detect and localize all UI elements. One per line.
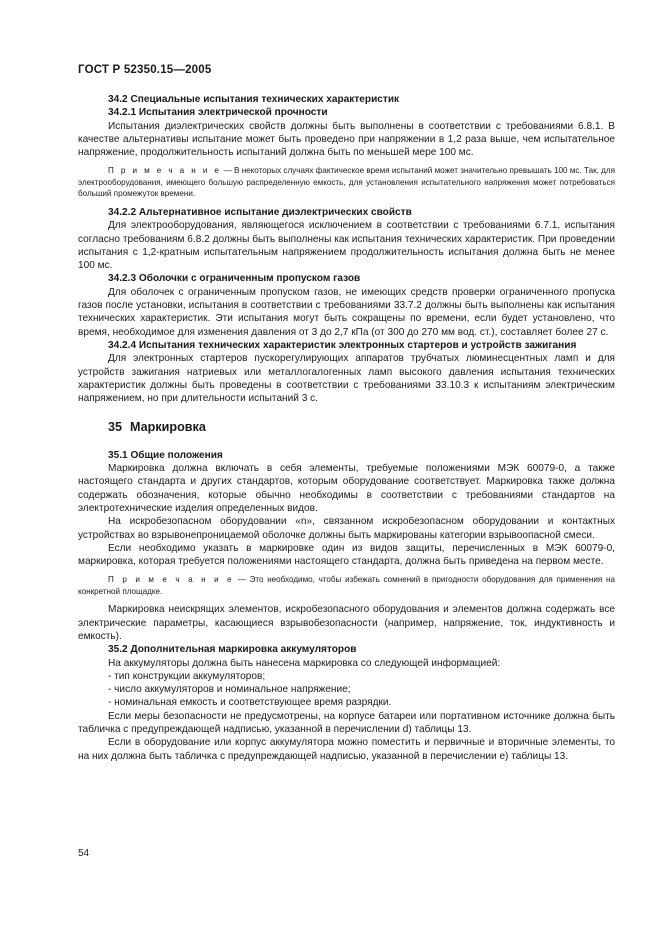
- section-34-2-3-heading: 34.2.3 Оболочки с ограниченным пропуском газов: [108, 273, 361, 285]
- section-35-2-para-2: Если в оборудование или корпус аккумулятора можно поместить и первичные и вторичные элементы, то на них должна быть табличка с предупреждающей надписью, указанной в перечислении е) таблицы 13.: [78, 737, 615, 762]
- note-text: — Это необходимо, чтобы избежать сомнений в пригодности оборудования для применения на конкретной площадке.: [78, 575, 615, 596]
- section-34-2-2-heading: 34.2.2 Альтернативное испытание диэлектрических свойств: [108, 206, 412, 218]
- section-34-2-3-text: Для оболочек с ограниченным пропуском газов, не имеющих средств проверки ограниченного пропуска газов после установки, испытания в соответствии с требованиями 33.7.2 должны быть выполнены как испытания технических характеристик. Эти испытания могут быть сокращены по времени, если будет установлено, что время, необходимое для изменения давления от 3 до 2,7 кПа (от 300 до 270 мм вод. ст.), составляет более 27 с.: [78, 286, 615, 338]
- list-item: - номинальная емкость и соответствующее время разрядки.: [108, 697, 392, 709]
- section-35-2-para-1: Если меры безопасности не предусмотрены, на корпусе батареи или портативном источнике должна быть табличка с предупреждающей надписью, указанной в перечислении d) таблицы 13.: [78, 710, 615, 736]
- note-35-1: [78, 574, 615, 597]
- section-35-1-para-2: На искробезопасном оборудовании «n», связанном искробезопасном оборудовании и контактных устройствах во взрывонепроницаемой оболочке должны быть маркированы категории взрывоопасной смеси.: [78, 516, 615, 541]
- page-body: [78, 93, 615, 763]
- section-35-title: [78, 421, 615, 434]
- section-34-2-4-heading: 34.2.4 Испытания технических характеристик электронных стартеров и устройств зажигания: [108, 339, 577, 351]
- section-34-2-2-text: Для электрооборудования, являющегося исключением в соответствии с требованиями 6.7.1, испытания согласно требованиям 6.8.2 должны быть выполнены как испытания технических характеристик. При проведении испытания с 1,2-кратным испытательным напряжением продолжительность испытания должна быть не менее 100 мс.: [78, 220, 615, 272]
- list-item: - тип конструкции аккумуляторов;: [108, 670, 266, 682]
- section-34-2-4-text: Для электронных стартеров пускорегулирующих аппаратов трубчатых люминесцентных ламп и для устройств зажигания натриевых или металлогалогенных ламп высокого давления испытания технических характеристик должны быть проведены в соответствии с требованиями 33.10.3 к испытаниям электрическим напряжением, но при длительности испытаний 3 с.: [78, 353, 615, 405]
- section-34-2-heading: 34.2 Специальные испытания технических характеристик: [108, 94, 400, 105]
- section-35-2-intro: На аккумуляторы должна быть нанесена маркировка со следующей информацией:: [108, 657, 501, 669]
- document-header: ГОСТ Р 52350.15—2005: [78, 64, 212, 76]
- section-34-2-1-heading: 34.2.1 Испытания электрической прочности: [108, 107, 328, 119]
- list-item: - число аккумуляторов и номинальное напряжение;: [108, 684, 351, 696]
- note-text: — В некоторых случаях фактическое время испытаний может значительно превышать 100 мс. Так, для электрооборудования, имеющего большую распределенную емкость, для установления испытательного напряжения может потребоваться больший промежуток времени.: [78, 166, 615, 199]
- section-35-1-para-4: Маркировка неискрящих элементов, искробезопасного оборудования и элементов должна содержать все электрические параметры, касающиеся взрывобезопасности (например, напряжение, ток, индуктивность и емкость).: [78, 604, 615, 642]
- section-35-number: 35: [108, 420, 123, 435]
- note-34-2-1: [78, 165, 615, 200]
- section-35-1-para-1: Маркировка должна включать в себя элементы, требуемые положениями МЭК 60079-0, а также настоящего стандарта и других стандартов, которым оборудование соответствует. Маркировка также должна содержать обозначения, которые обычно необходимы в соответствии с требованиями стандартов на электротехнические изделия определенных видов.: [78, 463, 615, 514]
- note-label: П р и м е ч а н и е: [108, 166, 222, 176]
- section-35-2-heading: 35.2 Дополнительная маркировка аккумуляторов: [108, 644, 357, 656]
- note-label: П р и м е ч а н и е: [108, 575, 235, 585]
- section-34-2-1-text: Испытания диэлектрических свойств должны быть выполнены в соответствии с требованиями 6.8.1. В качестве альтернативы испытание может быть проведено при напряжении в 1,2 раза выше, чем испытательное напряжение, продолжительность испытаний должна быть по меньшей мере 100 мс.: [78, 120, 615, 159]
- section-35-title-text: Маркировка: [130, 420, 206, 435]
- section-35-1-para-3: Если необходимо указать в маркировке один из видов защиты, перечисленных в МЭК 60079-0, маркировка, которая требуется положениями настоящего стандарта, должна быть приведена на первом месте.: [78, 542, 615, 568]
- section-35-1-heading: 35.1 Общие положения: [108, 449, 223, 461]
- page-number: 54: [78, 848, 90, 859]
